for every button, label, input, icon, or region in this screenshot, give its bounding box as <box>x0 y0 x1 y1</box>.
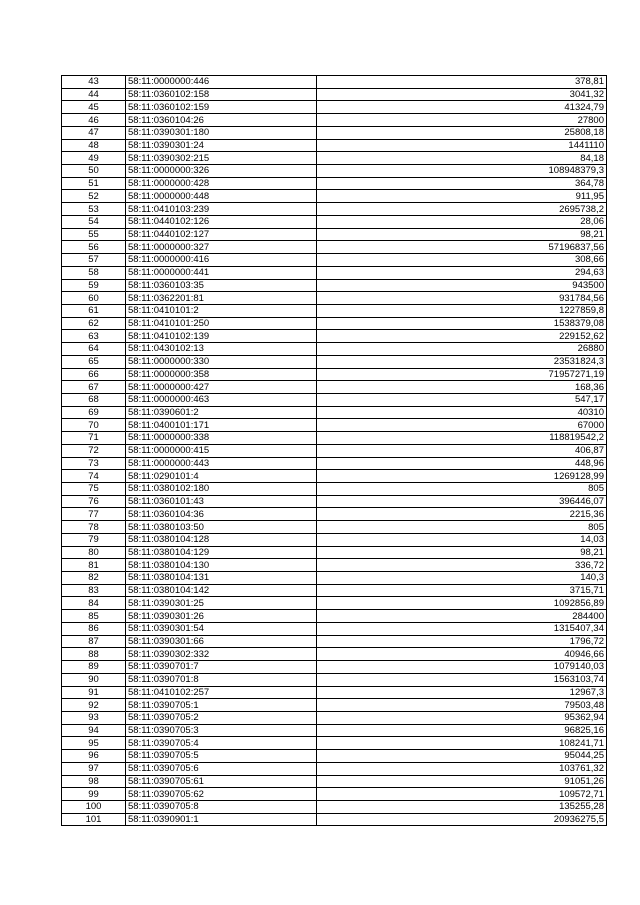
table-row <box>62 101 607 114</box>
cadastral-number-cell: 58:11:0000000:326 <box>126 165 317 178</box>
row-number-cell: 44 <box>62 88 126 101</box>
cadastral-number-cell: 58:11:0380102:180 <box>126 483 317 496</box>
table-row <box>62 88 607 101</box>
row-number-cell: 76 <box>62 495 126 508</box>
table-row <box>62 800 607 813</box>
cadastral-number-cell: 58:11:0380104:129 <box>126 546 317 559</box>
table-row <box>62 279 607 292</box>
table-row <box>62 343 607 356</box>
value-cell: 364,78 <box>317 177 607 190</box>
value-cell: 1441110 <box>317 139 607 152</box>
table-row <box>62 114 607 127</box>
table-body <box>62 76 607 826</box>
cadastral-number-cell: 58:11:0380103:50 <box>126 521 317 534</box>
value-cell: 98,21 <box>317 228 607 241</box>
value-cell: 1269128,99 <box>317 470 607 483</box>
row-number-cell: 48 <box>62 139 126 152</box>
row-number-cell: 67 <box>62 381 126 394</box>
cadastral-number-cell: 58:11:0000000:427 <box>126 381 317 394</box>
value-cell: 406,87 <box>317 444 607 457</box>
row-number-cell: 77 <box>62 508 126 521</box>
table-row <box>62 444 607 457</box>
row-number-cell: 86 <box>62 622 126 635</box>
value-cell: 40310 <box>317 406 607 419</box>
cadastral-number-cell: 58:11:0390302:215 <box>126 152 317 165</box>
cadastral-number-cell: 58:11:0000000:338 <box>126 432 317 445</box>
value-cell: 336,72 <box>317 559 607 572</box>
cadastral-number-cell: 58:11:0410102:257 <box>126 686 317 699</box>
cadastral-number-cell: 58:11:0360104:36 <box>126 508 317 521</box>
table-row <box>62 813 607 826</box>
cadastral-number-cell: 58:11:0000000:443 <box>126 457 317 470</box>
row-number-cell: 96 <box>62 750 126 763</box>
cadastral-number-cell: 58:11:0000000:463 <box>126 393 317 406</box>
table-row <box>62 622 607 635</box>
table-row <box>62 139 607 152</box>
value-cell: 41324,79 <box>317 101 607 114</box>
table-row <box>62 724 607 737</box>
table-row <box>62 76 607 89</box>
row-number-cell: 75 <box>62 483 126 496</box>
table-row <box>62 673 607 686</box>
row-number-cell: 63 <box>62 330 126 343</box>
row-number-cell: 88 <box>62 648 126 661</box>
value-cell: 98,21 <box>317 546 607 559</box>
cadastral-number-cell: 58:11:0390705:6 <box>126 762 317 775</box>
table-row <box>62 762 607 775</box>
value-cell: 79503,48 <box>317 699 607 712</box>
value-cell: 95044,25 <box>317 750 607 763</box>
value-cell: 140,3 <box>317 572 607 585</box>
value-cell: 1538379,08 <box>317 317 607 330</box>
value-cell: 40946,66 <box>317 648 607 661</box>
row-number-cell: 53 <box>62 203 126 216</box>
row-number-cell: 56 <box>62 241 126 254</box>
table-row <box>62 254 607 267</box>
row-number-cell: 78 <box>62 521 126 534</box>
value-cell: 2695738,2 <box>317 203 607 216</box>
value-cell: 911,95 <box>317 190 607 203</box>
table-row <box>62 126 607 139</box>
value-cell: 135255,28 <box>317 800 607 813</box>
table-row <box>62 572 607 585</box>
row-number-cell: 85 <box>62 610 126 623</box>
cadastral-number-cell: 58:11:0390301:26 <box>126 610 317 623</box>
cadastral-number-cell: 58:11:0000000:428 <box>126 177 317 190</box>
cadastral-number-cell: 58:11:0390301:54 <box>126 622 317 635</box>
value-cell: 805 <box>317 483 607 496</box>
cadastral-value-table <box>61 75 607 826</box>
cadastral-number-cell: 58:11:0000000:448 <box>126 190 317 203</box>
table-row <box>62 355 607 368</box>
table-row <box>62 470 607 483</box>
row-number-cell: 94 <box>62 724 126 737</box>
row-number-cell: 50 <box>62 165 126 178</box>
cadastral-number-cell: 58:11:0390701:7 <box>126 661 317 674</box>
value-cell: 1315407,34 <box>317 622 607 635</box>
cadastral-number-cell: 58:11:0440102:126 <box>126 215 317 228</box>
table-row <box>62 546 607 559</box>
row-number-cell: 71 <box>62 432 126 445</box>
table-row <box>62 432 607 445</box>
value-cell: 931784,56 <box>317 292 607 305</box>
table-row <box>62 635 607 648</box>
row-number-cell: 60 <box>62 292 126 305</box>
table-row <box>62 521 607 534</box>
value-cell: 103761,32 <box>317 762 607 775</box>
row-number-cell: 101 <box>62 813 126 826</box>
value-cell: 57196837,56 <box>317 241 607 254</box>
table-row <box>62 533 607 546</box>
row-number-cell: 69 <box>62 406 126 419</box>
row-number-cell: 89 <box>62 661 126 674</box>
value-cell: 1079140,03 <box>317 661 607 674</box>
value-cell: 108241,71 <box>317 737 607 750</box>
row-number-cell: 68 <box>62 393 126 406</box>
table-row <box>62 711 607 724</box>
table-row <box>62 457 607 470</box>
value-cell: 109572,71 <box>317 788 607 801</box>
value-cell: 28,06 <box>317 215 607 228</box>
row-number-cell: 57 <box>62 254 126 267</box>
row-number-cell: 97 <box>62 762 126 775</box>
table-row <box>62 317 607 330</box>
table-row <box>62 228 607 241</box>
row-number-cell: 99 <box>62 788 126 801</box>
table-row <box>62 304 607 317</box>
cadastral-number-cell: 58:11:0000000:446 <box>126 76 317 89</box>
cadastral-number-cell: 58:11:0000000:358 <box>126 368 317 381</box>
row-number-cell: 98 <box>62 775 126 788</box>
cadastral-number-cell: 58:11:0380104:130 <box>126 559 317 572</box>
value-cell: 168,36 <box>317 381 607 394</box>
row-number-cell: 62 <box>62 317 126 330</box>
row-number-cell: 83 <box>62 584 126 597</box>
cadastral-number-cell: 58:11:0390705:62 <box>126 788 317 801</box>
row-number-cell: 46 <box>62 114 126 127</box>
table-row <box>62 266 607 279</box>
row-number-cell: 74 <box>62 470 126 483</box>
value-cell: 308,66 <box>317 254 607 267</box>
cadastral-number-cell: 58:11:0430102:13 <box>126 343 317 356</box>
table-row <box>62 737 607 750</box>
cadastral-number-cell: 58:11:0360103:35 <box>126 279 317 292</box>
cadastral-number-cell: 58:11:0390705:1 <box>126 699 317 712</box>
cadastral-number-cell: 58:11:0360101:43 <box>126 495 317 508</box>
cadastral-number-cell: 58:11:0410101:250 <box>126 317 317 330</box>
value-cell: 448,96 <box>317 457 607 470</box>
table-row <box>62 177 607 190</box>
table-row <box>62 330 607 343</box>
table-row <box>62 190 607 203</box>
cadastral-number-cell: 58:11:0390705:2 <box>126 711 317 724</box>
table-row <box>62 788 607 801</box>
row-number-cell: 87 <box>62 635 126 648</box>
row-number-cell: 66 <box>62 368 126 381</box>
row-number-cell: 43 <box>62 76 126 89</box>
table-row <box>62 508 607 521</box>
row-number-cell: 81 <box>62 559 126 572</box>
row-number-cell: 90 <box>62 673 126 686</box>
row-number-cell: 93 <box>62 711 126 724</box>
cadastral-number-cell: 58:11:0390301:66 <box>126 635 317 648</box>
cadastral-number-cell: 58:11:0000000:415 <box>126 444 317 457</box>
cadastral-number-cell: 58:11:0440102:127 <box>126 228 317 241</box>
value-cell: 1092856,89 <box>317 597 607 610</box>
value-cell: 294,63 <box>317 266 607 279</box>
value-cell: 1563103,74 <box>317 673 607 686</box>
cadastral-number-cell: 58:11:0360102:159 <box>126 101 317 114</box>
cadastral-number-cell: 58:11:0000000:330 <box>126 355 317 368</box>
table-row <box>62 241 607 254</box>
cadastral-number-cell: 58:11:0390705:4 <box>126 737 317 750</box>
value-cell: 25808,18 <box>317 126 607 139</box>
table-row <box>62 648 607 661</box>
value-cell: 284400 <box>317 610 607 623</box>
row-number-cell: 73 <box>62 457 126 470</box>
row-number-cell: 84 <box>62 597 126 610</box>
value-cell: 12967,3 <box>317 686 607 699</box>
cadastral-number-cell: 58:11:0400101:171 <box>126 419 317 432</box>
value-cell: 2215,36 <box>317 508 607 521</box>
table-row <box>62 483 607 496</box>
row-number-cell: 65 <box>62 355 126 368</box>
row-number-cell: 92 <box>62 699 126 712</box>
row-number-cell: 49 <box>62 152 126 165</box>
value-cell: 805 <box>317 521 607 534</box>
table-row <box>62 559 607 572</box>
row-number-cell: 54 <box>62 215 126 228</box>
cadastral-number-cell: 58:11:0390705:3 <box>126 724 317 737</box>
row-number-cell: 47 <box>62 126 126 139</box>
row-number-cell: 91 <box>62 686 126 699</box>
value-cell: 71957271,19 <box>317 368 607 381</box>
cadastral-number-cell: 58:11:0410102:139 <box>126 330 317 343</box>
cadastral-number-cell: 58:11:0000000:327 <box>126 241 317 254</box>
table-row <box>62 699 607 712</box>
cadastral-number-cell: 58:11:0390705:61 <box>126 775 317 788</box>
value-cell: 547,17 <box>317 393 607 406</box>
row-number-cell: 52 <box>62 190 126 203</box>
table-row <box>62 292 607 305</box>
row-number-cell: 51 <box>62 177 126 190</box>
value-cell: 67000 <box>317 419 607 432</box>
value-cell: 943500 <box>317 279 607 292</box>
cadastral-number-cell: 58:11:0410101:2 <box>126 304 317 317</box>
value-cell: 20936275,5 <box>317 813 607 826</box>
value-cell: 396446,07 <box>317 495 607 508</box>
cadastral-number-cell: 58:11:0390901:1 <box>126 813 317 826</box>
value-cell: 26880 <box>317 343 607 356</box>
cadastral-number-cell: 58:11:0390701:8 <box>126 673 317 686</box>
table-row <box>62 152 607 165</box>
row-number-cell: 70 <box>62 419 126 432</box>
value-cell: 91051,26 <box>317 775 607 788</box>
row-number-cell: 100 <box>62 800 126 813</box>
table-row <box>62 393 607 406</box>
value-cell: 95362,94 <box>317 711 607 724</box>
cadastral-number-cell: 58:11:0390705:8 <box>126 800 317 813</box>
row-number-cell: 79 <box>62 533 126 546</box>
cadastral-number-cell: 58:11:0390601:2 <box>126 406 317 419</box>
row-number-cell: 59 <box>62 279 126 292</box>
table-row <box>62 368 607 381</box>
cadastral-number-cell: 58:11:0000000:416 <box>126 254 317 267</box>
row-number-cell: 61 <box>62 304 126 317</box>
value-cell: 1796,72 <box>317 635 607 648</box>
cadastral-number-cell: 58:11:0410103:239 <box>126 203 317 216</box>
row-number-cell: 45 <box>62 101 126 114</box>
table-row <box>62 597 607 610</box>
value-cell: 378,81 <box>317 76 607 89</box>
cadastral-number-cell: 58:11:0390301:25 <box>126 597 317 610</box>
value-cell: 27800 <box>317 114 607 127</box>
value-cell: 229152,62 <box>317 330 607 343</box>
value-cell: 23531824,3 <box>317 355 607 368</box>
cadastral-number-cell: 58:11:0360104:26 <box>126 114 317 127</box>
table-row <box>62 584 607 597</box>
table-row <box>62 406 607 419</box>
value-cell: 14,03 <box>317 533 607 546</box>
cadastral-number-cell: 58:11:0360102:158 <box>126 88 317 101</box>
table-row <box>62 165 607 178</box>
cadastral-number-cell: 58:11:0290101:4 <box>126 470 317 483</box>
table-row <box>62 381 607 394</box>
table-row <box>62 686 607 699</box>
value-cell: 84,18 <box>317 152 607 165</box>
cadastral-number-cell: 58:11:0390705:5 <box>126 750 317 763</box>
cadastral-number-cell: 58:11:0000000:441 <box>126 266 317 279</box>
cadastral-number-cell: 58:11:0380104:131 <box>126 572 317 585</box>
table-row <box>62 203 607 216</box>
table-row <box>62 610 607 623</box>
value-cell: 108948379,3 <box>317 165 607 178</box>
cadastral-number-cell: 58:11:0362201:81 <box>126 292 317 305</box>
cadastral-number-cell: 58:11:0390301:24 <box>126 139 317 152</box>
row-number-cell: 55 <box>62 228 126 241</box>
row-number-cell: 64 <box>62 343 126 356</box>
row-number-cell: 82 <box>62 572 126 585</box>
value-cell: 3715,71 <box>317 584 607 597</box>
value-cell: 118819542,2 <box>317 432 607 445</box>
cadastral-number-cell: 58:11:0380104:128 <box>126 533 317 546</box>
cadastral-number-cell: 58:11:0390302:332 <box>126 648 317 661</box>
row-number-cell: 72 <box>62 444 126 457</box>
value-cell: 1227859,8 <box>317 304 607 317</box>
table-row <box>62 661 607 674</box>
row-number-cell: 58 <box>62 266 126 279</box>
table-row <box>62 419 607 432</box>
value-cell: 3041,32 <box>317 88 607 101</box>
value-cell: 96825,16 <box>317 724 607 737</box>
row-number-cell: 95 <box>62 737 126 750</box>
row-number-cell: 80 <box>62 546 126 559</box>
table-row <box>62 775 607 788</box>
table-row <box>62 750 607 763</box>
table-row <box>62 495 607 508</box>
table-row <box>62 215 607 228</box>
cadastral-number-cell: 58:11:0390301:180 <box>126 126 317 139</box>
cadastral-number-cell: 58:11:0380104:142 <box>126 584 317 597</box>
